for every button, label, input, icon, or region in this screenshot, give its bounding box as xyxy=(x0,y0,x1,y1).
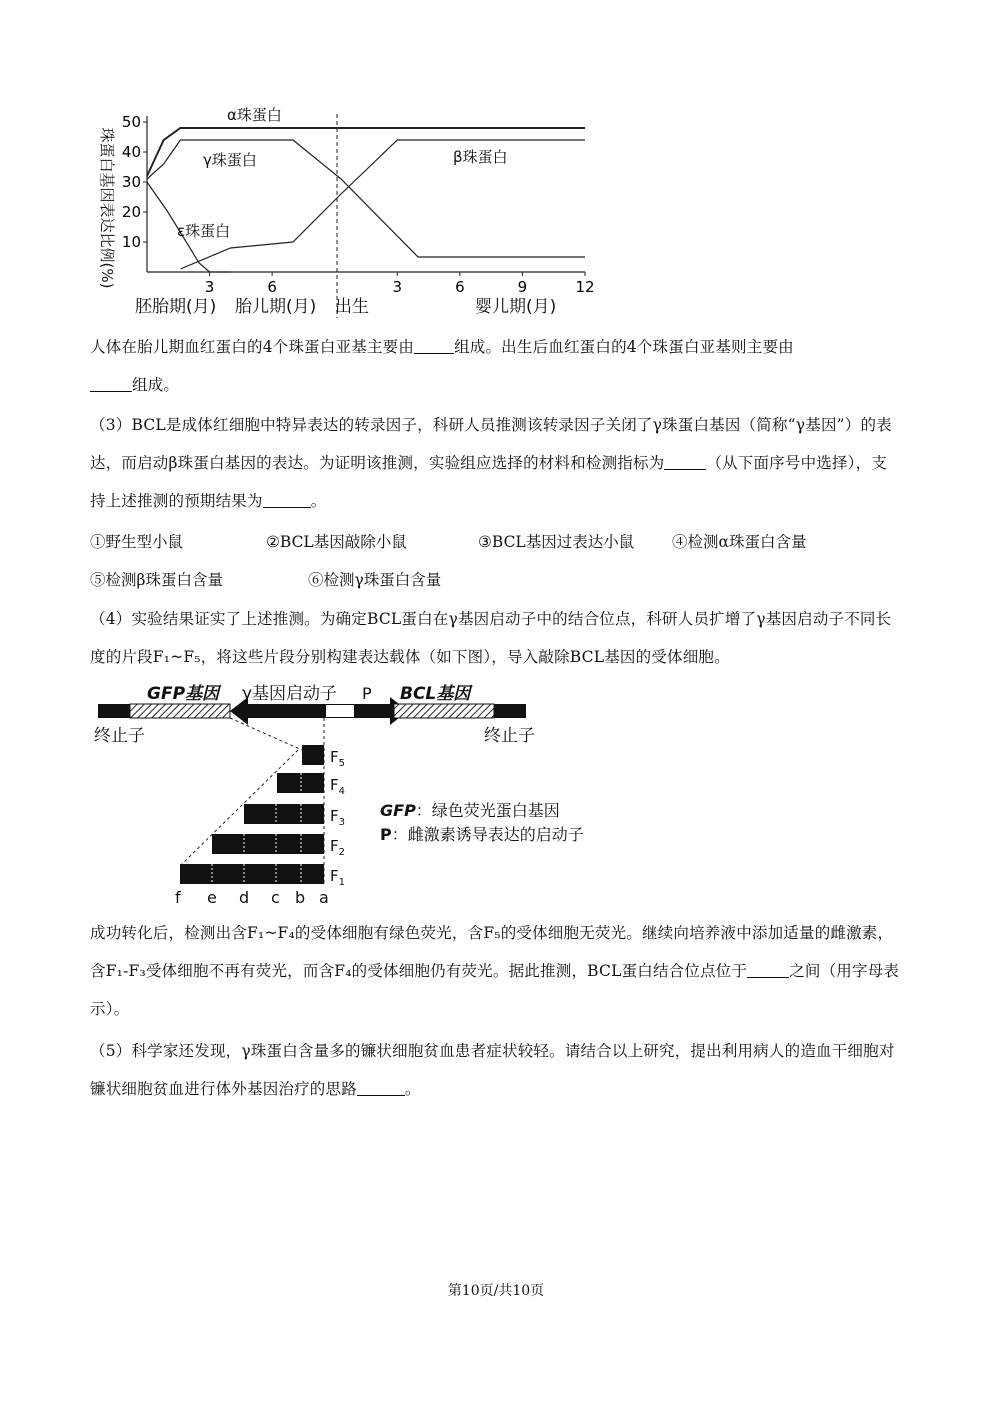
site-d: d xyxy=(239,888,250,907)
question2-text-a: 人体在胎儿期血红蛋白的4个珠蛋白亚基主要由 xyxy=(90,338,415,356)
right-terminator-block xyxy=(494,704,526,718)
x-tick-label: 3 xyxy=(392,278,403,296)
option-3: ③BCL基因过表达小鼠 xyxy=(478,533,635,551)
question2-text xyxy=(90,328,902,404)
site-c: c xyxy=(271,888,280,907)
beta-curve-label: β珠蛋白 xyxy=(453,148,508,166)
period-infant-label: 婴儿期(月) xyxy=(475,297,557,317)
epsilon-curve-label: ε珠蛋白 xyxy=(177,222,231,240)
y-tick-label: 50 xyxy=(121,113,141,131)
question4-result xyxy=(90,914,902,1028)
left-terminator-label: 终止子 xyxy=(94,726,145,746)
legend-gfp: GFP：绿色荧光蛋白基因 xyxy=(380,801,560,820)
y-tick-label: 20 xyxy=(121,203,141,221)
question5-text-b: 。 xyxy=(404,1080,421,1098)
period-fetal-label: 胎儿期(月) xyxy=(235,297,317,317)
question3-text-c: 。 xyxy=(310,492,327,510)
period-embryo-label: 胚胎期(月) xyxy=(135,297,217,317)
fragment-f5 xyxy=(302,745,345,769)
answer-blank-binding-site[interactable] xyxy=(747,961,789,978)
option-4: ④检测α珠蛋白含量 xyxy=(672,533,807,551)
fragment-f4 xyxy=(277,773,345,797)
svg-text:F2: $F_2$ xyxy=(330,837,346,858)
guide-line-diagonal-top xyxy=(230,718,302,750)
y-tick-label: 40 xyxy=(121,143,141,161)
answer-blank-after-birth[interactable] xyxy=(90,375,132,392)
question4-intro: （4）实验结果证实了上述推测。为确定BCL蛋白在γ基因启动子中的结合位点，科研人员扩增了γ基因启动子不同长度的片段F₁~F₅，将这些片段分别构建表达载体（如下图），导入敲除BCL基因的受体细胞。 xyxy=(90,610,892,666)
period-birth-label: 出生 xyxy=(335,297,369,317)
gamma-promoter-label: γ基因启动子 xyxy=(242,684,338,704)
gfp-gene-block xyxy=(130,704,230,718)
x-tick-label: 3 xyxy=(204,278,215,296)
fragment-f3 xyxy=(244,804,345,828)
site-b: b xyxy=(295,888,306,907)
left-terminator-block xyxy=(98,704,130,718)
chart-y-axis-label: 珠蛋白基因表达比例(%) xyxy=(98,127,116,289)
y-tick-label: 10 xyxy=(121,233,141,251)
x-tick-label: 9 xyxy=(517,278,528,296)
fragment-f2 xyxy=(212,834,345,858)
option-2: ②BCL基因敲除小鼠 xyxy=(266,533,407,551)
question2-text-b: 组成。出生后血红蛋白的4个珠蛋白亚基则主要由 xyxy=(454,338,794,356)
question3-text-a: （3）BCL是成体红细胞中特异表达的转录因子，科研人员推测该转录因子关闭了γ珠蛋白基因（简称“γ基因”）的表达，而启动β珠蛋白基因的表达。为证明该推测，实验组应选择的材料和检测指标为 xyxy=(90,416,892,472)
svg-text:F5: $F_5$ xyxy=(330,748,346,769)
question3-text xyxy=(90,406,902,520)
y-tick-label: 30 xyxy=(121,173,141,191)
option-1: ①野生型小鼠 xyxy=(90,533,184,551)
svg-text:F1: $F_1$ xyxy=(330,867,346,888)
question5-text-a: （5）科学家还发现，γ珠蛋白含量多的镰状细胞贫血患者症状较轻。请结合以上研究，提出利用病人的造血干细胞对镰状细胞贫血进行体外基因治疗的思路 xyxy=(90,1042,895,1098)
option-6: ⑥检测γ珠蛋白含量 xyxy=(308,571,442,589)
page-footer: 第10页/共10页 xyxy=(447,1283,545,1299)
question4-result-a: 成功转化后，检测出含F₁~F₄的受体细胞有绿色荧光，含F₅的受体细胞无荧光。继续向培养液中添加适量的雌激素，含F₁-F₃受体细胞不再有荧光，而含F₄的受体细胞仍有荧光。据此推测，BCL蛋白结合位点位于 xyxy=(90,924,894,980)
question2-text-c: 组成。 xyxy=(132,376,180,394)
fragment-f1 xyxy=(180,864,345,888)
svg-text:F3: $F_3$ xyxy=(330,807,346,828)
p-promoter-label: P xyxy=(362,684,372,703)
answer-blank-materials[interactable] xyxy=(664,453,706,470)
question5-text xyxy=(90,1032,902,1108)
question4-result-b: 之间（用字母表示）。 xyxy=(90,962,900,1018)
x-tick-label: 6 xyxy=(267,278,277,296)
answer-blank-expected[interactable] xyxy=(263,491,311,508)
legend-p: P：雌激素诱导表达的启动子 xyxy=(380,825,584,844)
site-f: f xyxy=(175,888,181,907)
bcl-gene-block xyxy=(394,704,494,718)
globin-expression-chart xyxy=(85,98,605,323)
p-promoter-block xyxy=(326,705,354,717)
promoter-diagram xyxy=(92,678,652,910)
right-terminator-label: 终止子 xyxy=(484,726,535,746)
site-a: a xyxy=(319,888,329,907)
option-5: ⑤检测β珠蛋白含量 xyxy=(90,571,223,589)
x-tick-label: 12 xyxy=(575,278,595,296)
site-e: e xyxy=(207,888,217,907)
gamma-curve-label: γ珠蛋白 xyxy=(203,151,257,169)
question3-text-b: （从下面序号中选择），支持上述推测的预期结果为 xyxy=(90,454,888,510)
alpha-curve-label: α珠蛋白 xyxy=(227,106,282,124)
bcl-gene-label: BCL基因 xyxy=(400,684,471,704)
x-tick-label: 6 xyxy=(455,278,465,296)
svg-text:F4: $F_4$ xyxy=(330,776,346,797)
answer-blank-therapy[interactable] xyxy=(357,1079,405,1096)
gfp-gene-label: GFP基因 xyxy=(147,684,220,704)
answer-blank-fetal[interactable] xyxy=(414,337,454,354)
